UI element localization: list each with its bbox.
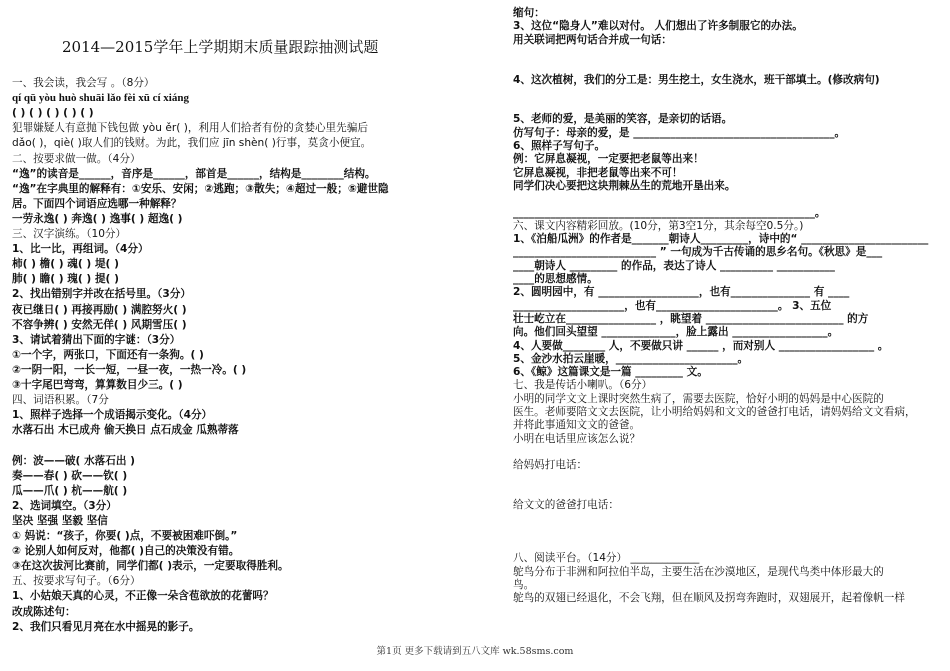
text-line: 三、汉字演练。（10分） xyxy=(12,228,127,240)
text-line: 四、词语积累。（7分 xyxy=(12,394,109,407)
page-footer: 第1页 更多下载请到五八文库 wk.58sms.com xyxy=(376,646,574,657)
text-line: qí qū yòu huò shuāi lǎo fèi xū cí xiáng xyxy=(12,92,189,105)
text-line: 一、我会读，我会写 。（8分） xyxy=(12,77,155,89)
text-line: _________________________________________________________。 xyxy=(513,206,826,219)
text-line: ③十字尾巴弯弯，算算数目少三。( ) xyxy=(12,379,183,391)
text-line: 鸵鸟分布于非洲和阿拉伯半岛，主要生活在沙漠地区，是现代鸟类中体形最大的 xyxy=(513,565,884,578)
text-line: 6、照样子写句子。 xyxy=(513,140,606,152)
text-line: 二、按要求做一做。（4分） xyxy=(12,152,141,165)
text-line: 缩句： xyxy=(513,7,545,19)
text-line: ____朝诗人 _________ 的作品，表达了诗人 __________ ___________ xyxy=(513,259,835,272)
text-line: ① 妈说：“孩子，你要( )点，不要被困难吓倒。” xyxy=(12,530,238,542)
text-line: ②一阴一阳，一长一短，一昼一夜，一热一冷。( ) xyxy=(12,363,247,376)
text-line: ___________________________ ” 一句成为千古传诵的思乡名句。《秋思》是___ xyxy=(513,246,883,259)
text-line: 一劳永逸( ) 奔逸( ) 逸事( ) 超逸( ) xyxy=(12,212,183,225)
text-line: 改成陈述句： xyxy=(12,605,76,618)
text-line: 1、小姑娘天真的心灵，不正像一朵含苞欲放的花蕾吗？ xyxy=(12,590,274,603)
text-line: 用关联词把两句话合并成一句话： xyxy=(513,33,672,46)
text-line: 向。他们回头望望 ______________，脸上露出 __________________。 xyxy=(513,326,839,339)
text-line: 它屏息凝视，非把老鼠等出来不可！ xyxy=(513,166,683,179)
text-line: 例：它屏息凝视，一定要把老鼠等出来！ xyxy=(513,153,704,166)
text-line: “逸”在字典里的解释有：①安乐、安闲；②逃跑；③散失；④超过一般；⑤避世隐 xyxy=(12,182,389,195)
text-line: 鸟。 xyxy=(513,578,535,591)
text-line: 1、照样子选择一个成语揭示变化。（4分） xyxy=(12,409,213,422)
text-line: ____的思想感情。 xyxy=(513,273,598,285)
text-line: 不容争辨( ) 安然无佯( ) 风期雪压( ) xyxy=(12,318,187,331)
text-line: 居。下面四个词语应选哪一种解释？ xyxy=(12,197,182,210)
text-line: 医生。老师要陪文文去医院，让小明给妈妈和文文的爸爸打电话，请妈妈给文文看病， xyxy=(513,406,916,418)
text-line: ② 论别人如何反对，他都( )自己的决策没有错。 xyxy=(12,545,240,558)
text-line: 五、按要求写句子。（6分） xyxy=(12,575,141,588)
text-line: 仿写句子：母亲的爱，是 ______________________________________。 xyxy=(513,126,846,139)
text-line: 5、老师的爱，是美丽的笑容，是亲切的话语。 xyxy=(513,113,733,126)
text-line: 同学们决心要把这块荆棘丛生的荒地开垦出来。 xyxy=(513,179,736,192)
text-line: ①一个字，两张口，下面还有一条狗。( ) xyxy=(12,348,204,361)
text-line: 瓜——爪( ) 杭——航( ) xyxy=(12,484,128,497)
text-line: 八、阅读平台。（14分） _____________ xyxy=(513,552,700,565)
text-line: ③在这次拔河比赛前，同学们都( )表示，一定要取得胜利。 xyxy=(12,560,289,573)
text-line: 3、请试着猜出下面的字谜：（3分） xyxy=(12,333,181,346)
text-line: 2、我们只看见月亮在水中摇晃的影子。 xyxy=(12,620,200,633)
text-line: 1、比一比，再组词。（4分） xyxy=(12,243,149,256)
text-line: 4、这次植树，我们的分工是：男生挖土，女生浇水，班干部填土。(修改病句) xyxy=(513,73,880,86)
text-line: 夜已继日( ) 再接再励( ) 满腔努火( ) xyxy=(12,303,187,316)
text-line: ( ) ( ) ( ) ( ) ( ) xyxy=(12,107,94,120)
text-line: 1、《泊船瓜洲》的作者是_______朝诗人_________，诗中的“ ________________________ xyxy=(513,233,929,246)
text-line: 肺( ) 瞻( ) 瑰( ) 提( ) xyxy=(12,273,119,286)
text-line: 七、我是传话小喇叭。（6分） xyxy=(513,379,653,392)
text-line: 6、《鲸》这篇课文是一篇 _________ 文。 xyxy=(513,366,708,379)
text-line: dǎo( )，qiè( )取人们的钱财。为此，我们应 jīn shèn( )行事，莫贪小便宜。 xyxy=(12,137,372,150)
text-line: 六、课文内容精彩回放。(10分，第3空1分，其余每空0.5分。) xyxy=(513,219,804,232)
text-line: 例：波——破( 水落石出 ) xyxy=(12,454,135,467)
text-line: 坚决 坚强 坚毅 坚信 xyxy=(12,514,108,527)
text-line: 5、金沙水拍云崖暖，_______________________。 xyxy=(513,352,749,365)
text-line: 4、人要做________ 人，不要做只讲 ______ ，而对别人 __________________ 。 xyxy=(513,339,889,352)
text-line: 3、这位“隐身人”难以对付。 人们想出了许多制服它的办法。 xyxy=(513,20,803,33)
text-line: 小明在电话里应该怎么说？ xyxy=(513,432,641,445)
text-line: 奏——春( ) 砍——钦( ) xyxy=(12,469,128,482)
text-line: 壮士屹立在_________________ ，眺望着 __________________________ 的方 xyxy=(513,312,869,325)
text-line: 2、圆明园中，有 ___________________，也有_______________ 有 ____ xyxy=(513,286,850,299)
text-line: 并将此事通知文文的爸爸。 xyxy=(513,419,641,432)
text-line: 柿( ) 檐( ) 魂( ) 堤( ) xyxy=(12,258,119,271)
text-line: 给妈妈打电话： xyxy=(513,459,588,472)
text-line: 2、选词填空。（3分） xyxy=(12,499,117,512)
text-line: “逸”的读音是______，音序是______，部首是______，结构是________结构。 xyxy=(12,167,376,180)
text-line: _____________________，也有_______________________。 3、五位 xyxy=(513,299,832,312)
text-line: 小明的同学文文上课时突然生病了，需要去医院，恰好小明的妈妈是中心医院的 xyxy=(513,392,884,405)
text-line: 水落石出 木已成舟 偷天换日 点石成金 瓜熟蒂落 xyxy=(12,424,239,437)
exam-title: 2014—2015学年上学期期末质量跟踪抽测试题 xyxy=(62,38,379,56)
text-line: 给文文的爸爸打电话： xyxy=(513,499,619,512)
text-line: 鸵鸟的双翅已经退化，不会飞翔，但在顺风及拐弯奔跑时，双翅展开，起着像帆一样 xyxy=(513,592,905,605)
text-line: 2、找出错别字并改在括号里。（3分） xyxy=(12,288,191,301)
text-line: 犯罪嫌疑人有意抛下钱包做 yòu ěr( )，利用人们拾者有份的贪婪心里先骗后 xyxy=(12,122,368,135)
